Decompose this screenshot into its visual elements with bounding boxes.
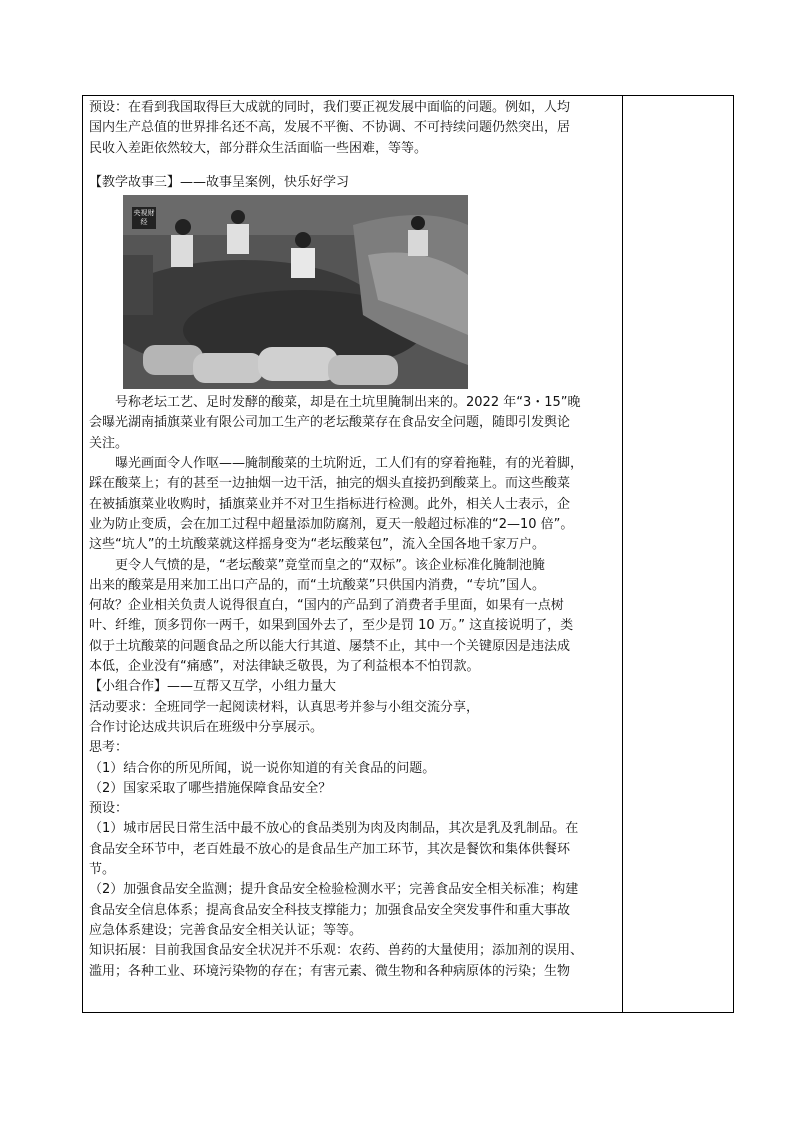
story-paragraph: 更令人气愤的是，“老坛酸菜”竟堂而皇之的“双标”。该企业标准化腌制池腌 — [115, 557, 545, 573]
preset-line: 国内生产总值的世界排名还不高，发展不平衡、不协调、不可持续问题仍然突出，居 — [89, 120, 571, 136]
story-paragraph: 业为防止变质，会在加工过程中超量添加防腐剂，夏天一般超过标准的“2—10 倍”。 — [89, 516, 574, 532]
story-paragraph: 出来的酸菜是用来加工出口产品的，而“土坑酸菜”只供国内消费，“专坑”国人。 — [89, 577, 545, 593]
story-paragraph: 踩在酸菜上；有的甚至一边抽烟一边干活，抽完的烟头直接扔到酸菜上。而这些酸菜 — [89, 476, 571, 492]
story-paragraph: 这些“坑人”的土坑酸菜就这样摇身变为“老坛酸菜包”，流入全国各地千家万户。 — [89, 537, 545, 553]
story-title: 【教学故事三】——故事呈案例，快乐好学习 — [89, 174, 350, 190]
answer: 食品安全环节中，老百姓最不放心的是食品生产加工环节，其次是餐饮和集体供餐环 — [89, 841, 571, 857]
answer: （1）城市居民日常生活中最不放心的食品类别为肉及肉制品，其次是乳及乳制品。在 — [89, 821, 579, 837]
story-paragraph: 在被插旗菜业收购时，插旗菜业并不对卫生指标进行检测。此外，相关人士表示，企 — [89, 496, 571, 512]
answer: 应急体系建设；完善食品安全相关认证；等等。 — [89, 922, 363, 938]
preset-line: 预设：在看到我国取得巨大成就的同时，我们要正视发展中面临的问题。例如，人均 — [89, 100, 571, 115]
activity-requirement: 活动要求：全班同学一起阅读材料，认真思考并参与小组交流分享， — [89, 699, 480, 715]
story-paragraph: 关注。 — [89, 435, 129, 451]
preset-line: 民收入差距依然较大，部分群众生活面临一些困难，等等。 — [89, 140, 428, 156]
story-paragraph: 叶、纤维，顶多罚你一两千，如果到国外去了，至少是罚 10 万。” 这直接说明了，类 — [89, 618, 574, 634]
story-paragraph: 号称老坛工艺、足时发酵的酸菜，却是在土坑里腌制出来的。2022 年“3・15”晚 — [115, 395, 581, 411]
sauerkraut-photo — [123, 195, 468, 389]
content-cell — [89, 98, 619, 982]
activity-requirement: 合作讨论达成共识后在班级中分享展示。 — [89, 719, 324, 735]
think-label: 思考： — [89, 740, 129, 756]
preset-label: 预设： — [89, 801, 129, 817]
knowledge-extension: 滥用；各种工业、环境污染物的存在；有害元素、微生物和各种病原体的污染；生物 — [89, 963, 571, 979]
watermark-logo: 央视财经 — [132, 207, 156, 229]
photo-scene — [123, 195, 468, 389]
story-paragraph: 曝光画面令人作呕——腌制酸菜的土坑附近，工人们有的穿着拖鞋，有的光着脚， — [115, 456, 584, 472]
story-paragraph: 本低，企业没有“痛感”，对法律缺乏敬畏，为了利益根本不怕罚款。 — [89, 659, 480, 675]
answer: 节。 — [89, 862, 116, 878]
knowledge-extension: 知识拓展：目前我国食品安全状况并不乐观：农药、兽药的大量使用；添加剂的误用、 — [89, 943, 584, 959]
lesson-table — [82, 95, 734, 1013]
group-title: 【小组合作】——互帮又互学，小组力量大 — [89, 679, 337, 695]
question: （1）结合你的所见所闻，说一说你知道的有关食品的问题。 — [89, 760, 436, 776]
question: （2）国家采取了哪些措施保障食品安全？ — [89, 780, 332, 796]
story-paragraph: 会曝光湖南插旗菜业有限公司加工生产的老坛酸菜存在食品安全问题，随即引发舆论 — [89, 415, 571, 431]
column-divider — [622, 96, 623, 1012]
story-paragraph: 似于土坑酸菜的问题食品之所以能大行其道、屡禁不止，其中一个关键原因是违法成 — [89, 638, 571, 654]
answer: 食品安全信息体系；提高食品安全科技支撑能力；加强食品安全突发事件和重大事故 — [89, 902, 571, 918]
story-paragraph: 何故？企业相关负责人说得很直白，“国内的产品到了消费者手里面，如果有一点树 — [89, 598, 564, 614]
answer: （2）加强食品安全监测；提升食品安全检验检测水平；完善食品安全相关标准；构建 — [89, 882, 579, 898]
